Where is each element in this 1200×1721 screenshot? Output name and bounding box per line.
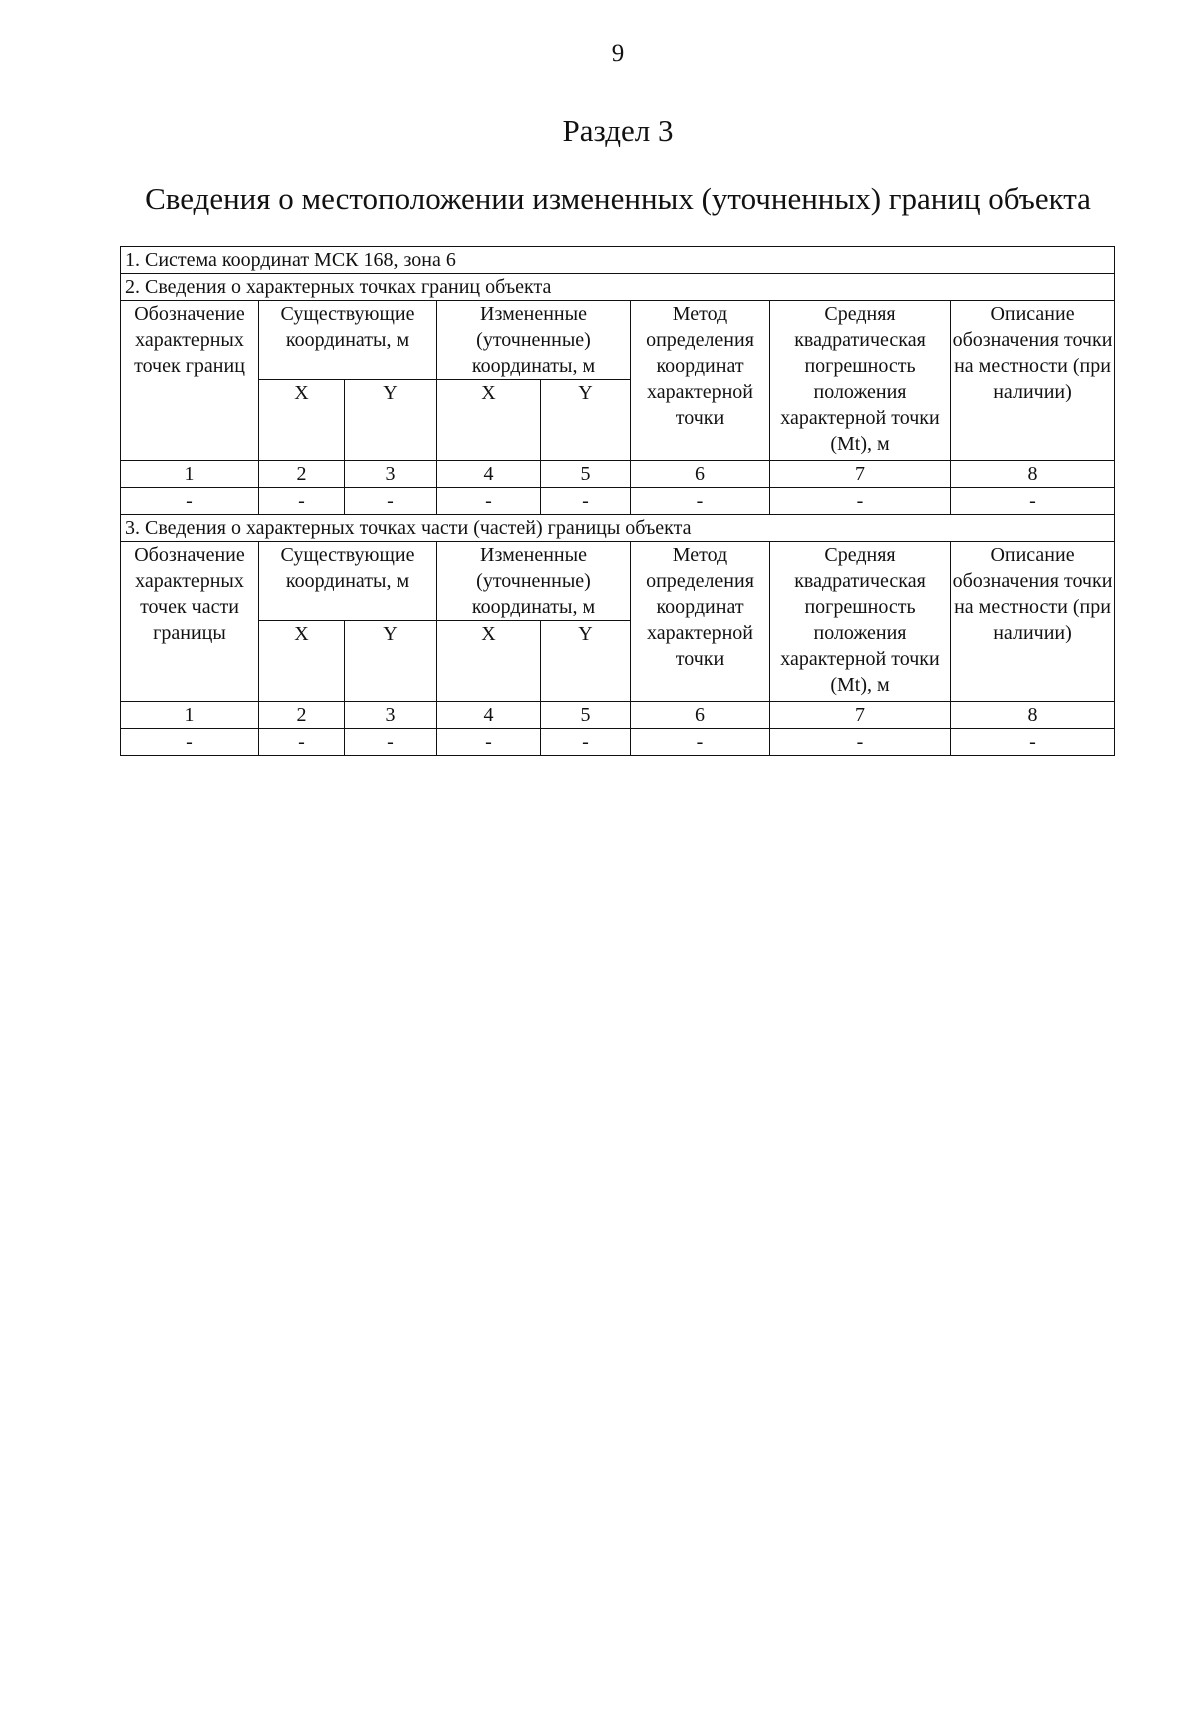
block2-header-row [121,542,1115,621]
block2-num-cell: 8 [951,702,1115,729]
block2-num-cell: 4 [437,702,541,729]
block2-data-cell: - [345,729,437,756]
block1-col-error: Средняя квадратическая погрешность положения характерной точки (Mt), м [770,301,951,461]
block2-data-cell: - [121,729,259,756]
block2-sub-y-existing: Y [345,621,437,702]
coord-system-row [121,247,1115,274]
block1-data-cell: - [121,488,259,515]
block1-data-cell: - [770,488,951,515]
block1-data-cell: - [437,488,541,515]
block2-data-cell: - [437,729,541,756]
block2-col-changed: Измененные (уточненные) координаты, м [437,542,631,621]
block1-header-row [121,301,1115,380]
block1-col-changed: Измененные (уточненные) координаты, м [437,301,631,380]
block1-num-cell: 8 [951,461,1115,488]
block1-data-cell: - [631,488,770,515]
block1-col-point: Обозначение характерных точек границ [121,301,259,461]
block1-num-cell: 5 [541,461,631,488]
block1-num-cell: 2 [259,461,345,488]
boundary-points-table [120,246,1115,756]
block1-title: 2. Сведения о характерных точках границ объекта [121,274,1115,301]
block1-num-cell: 1 [121,461,259,488]
block1-num-cell: 6 [631,461,770,488]
block2-num-cell: 5 [541,702,631,729]
block1-data-cell: - [259,488,345,515]
block2-col-method: Метод определения координат характерной точки [631,542,770,702]
block2-sub-y-changed: Y [541,621,631,702]
coord-system-cell: 1. Система координат МСК 168, зона 6 [121,247,1115,274]
block2-col-existing: Существующие координаты, м [259,542,437,621]
block2-num-cell: 7 [770,702,951,729]
block1-num-cell: 3 [345,461,437,488]
block1-data-cell: - [951,488,1115,515]
document-heading: Сведения о местоположении измененных (уточненных) границ объекта [145,181,1091,216]
block1-col-method: Метод определения координат характерной точки [631,301,770,461]
block2-data-cell: - [951,729,1115,756]
block1-sub-y-existing: Y [345,380,437,461]
block1-col-desc: Описание обозначения точки на местности (при наличии) [951,301,1115,461]
block2-num-cell: 3 [345,702,437,729]
block1-data-cell: - [345,488,437,515]
block2-col-error: Средняя квадратическая погрешность положения характерной точки (Mt), м [770,542,951,702]
block1-data-cell: - [541,488,631,515]
page-number: 9 [611,40,625,67]
block1-sub-x-existing: X [259,380,345,461]
block2-sub-x-existing: X [259,621,345,702]
block1-title-row [121,274,1115,301]
block2-num-cell: 6 [631,702,770,729]
block1-sub-x-changed: X [437,380,541,461]
block2-data-cell: - [541,729,631,756]
block1-num-cell: 7 [770,461,951,488]
block2-data-cell: - [259,729,345,756]
block2-data-cell: - [631,729,770,756]
block2-data-row [121,729,1115,756]
block1-col-existing: Существующие координаты, м [259,301,437,380]
block2-num-cell: 1 [121,702,259,729]
block2-title-row [121,515,1115,542]
block1-sub-y-changed: Y [541,380,631,461]
block2-sub-x-changed: X [437,621,541,702]
block1-data-row [121,488,1115,515]
block1-num-cell: 4 [437,461,541,488]
block2-num-cell: 2 [259,702,345,729]
block2-col-point: Обозначение характерных точек части границы [121,542,259,702]
section-title: Раздел 3 [562,113,674,148]
block1-numbers-row [121,461,1115,488]
block2-numbers-row [121,702,1115,729]
block2-title: 3. Сведения о характерных точках части (частей) границы объекта [121,515,1115,542]
block2-data-cell: - [770,729,951,756]
block2-col-desc: Описание обозначения точки на местности (при наличии) [951,542,1115,702]
